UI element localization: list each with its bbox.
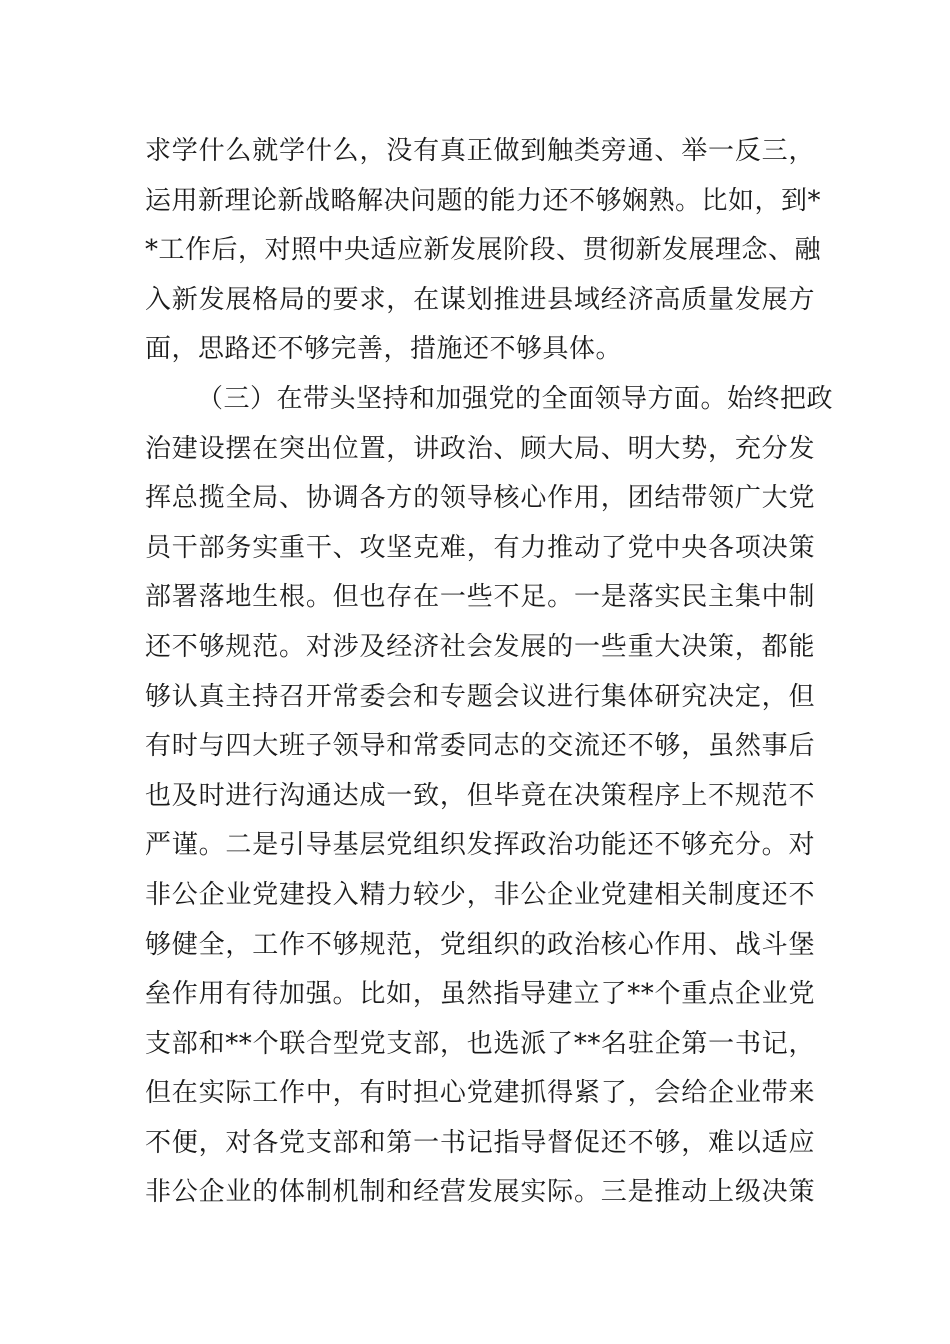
text-line: 有时与四大班子领导和常委同志的交流还不够，虽然事后 (145, 731, 815, 762)
text-line: 面，思路还不够完善，措施还不够具体。 (145, 334, 623, 365)
text-line: 运用新理论新战略解决问题的能力还不够娴熟。比如，到* (145, 185, 822, 216)
text-line: 部署落地生根。但也存在一些不足。一是落实民主集中制 (145, 582, 815, 613)
text-line: 非公企业的体制机制和经营发展实际。三是推动上级决策 (145, 1177, 815, 1208)
text-line: （三）在带头坚持和加强党的全面领导方面。始终把政 (197, 383, 834, 414)
text-line: 也及时进行沟通达成一致，但毕竟在决策程序上不规范不 (145, 780, 815, 811)
text-line: 入新发展格局的要求，在谋划推进县域经济高质量发展方 (145, 284, 815, 315)
text-line: 够认真主持召开常委会和专题会议进行集体研究决定，但 (145, 681, 815, 712)
text-line: 但在实际工作中，有时担心党建抓得紧了，会给企业带来 (145, 1078, 815, 1109)
body-text (145, 127, 834, 1218)
text-line: 员干部务实重干、攻坚克难，有力推动了党中央各项决策 (145, 532, 815, 563)
text-line: 支部和**个联合型党支部，也选派了**名驻企第一书记， (145, 1028, 815, 1059)
text-line: *工作后，对照中央适应新发展阶段、贯彻新发展理念、融 (145, 235, 822, 266)
text-line: 够健全，工作不够规范，党组织的政治核心作用、战斗堡 (145, 929, 815, 960)
text-line: 非公企业党建投入精力较少，非公企业党建相关制度还不 (145, 879, 815, 910)
text-line: 求学什么就学什么，没有真正做到触类旁通、举一反三， (145, 136, 815, 166)
text-line: 还不够规范。对涉及经济社会发展的一些重大决策，都能 (145, 631, 815, 662)
text-line: 治建设摆在突出位置，讲政治、顾大局、明大势，充分发 (145, 433, 815, 464)
text-line: 不便，对各党支部和第一书记指导督促还不够，难以适应 (145, 1127, 815, 1158)
text-line: 严谨。二是引导基层党组织发挥政治功能还不够充分。对 (145, 830, 815, 861)
text-line: 挥总揽全局、协调各方的领导核心作用，团结带领广大党 (145, 483, 815, 514)
text-line: 垒作用有待加强。比如，虽然指导建立了**个重点企业党 (145, 979, 815, 1010)
